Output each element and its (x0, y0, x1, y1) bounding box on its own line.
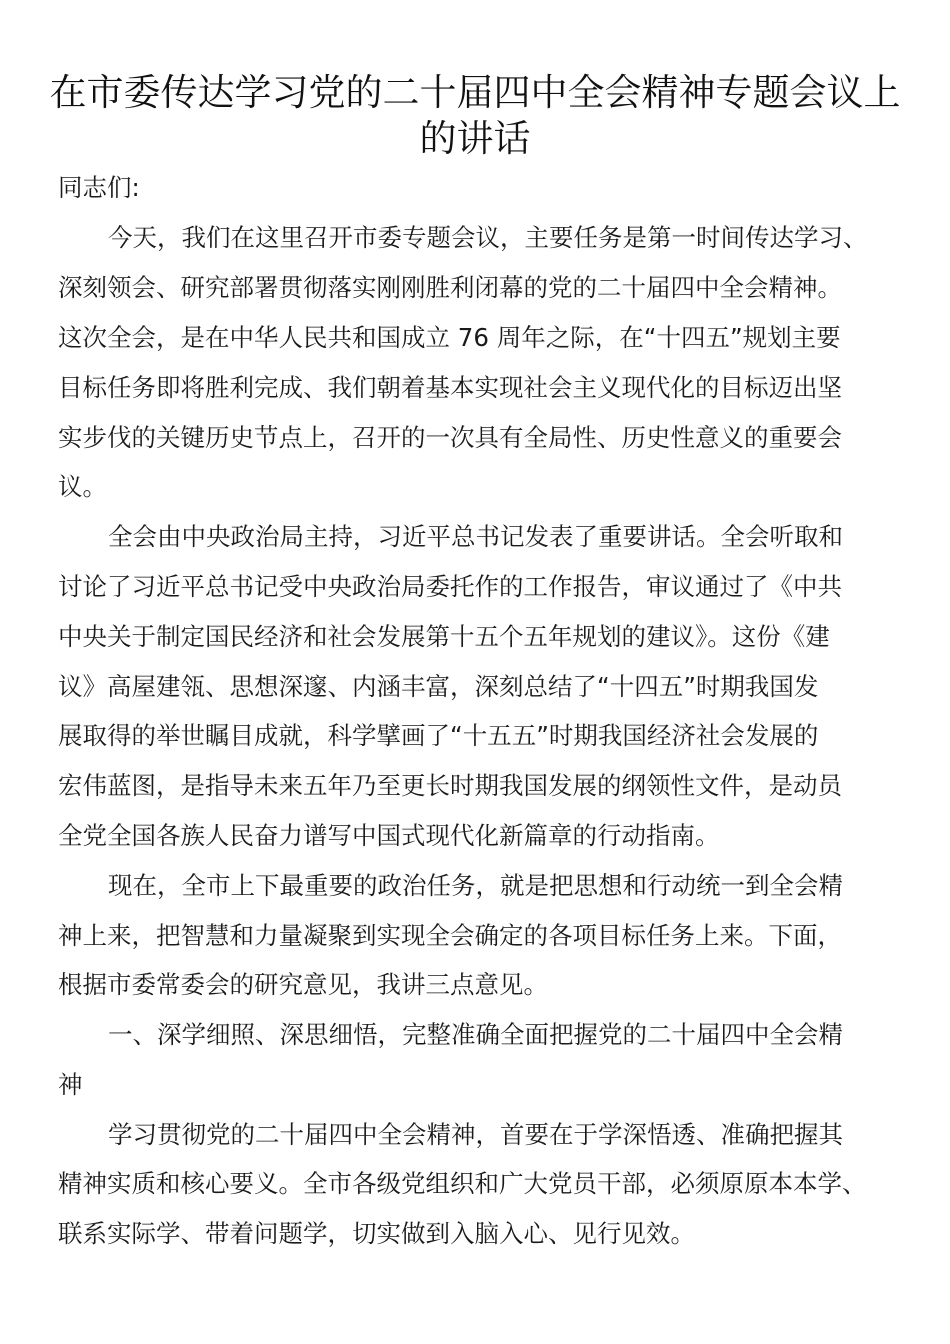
salutation: 同志们: (58, 173, 140, 202)
body-line: 精神实质和核心要义。全市各级党组织和广大党员干部，必须原原本本学、 (58, 1169, 867, 1198)
document-title-line-1: 在市委传达学习党的二十届四中全会精神专题会议上 (49, 71, 901, 114)
body-line: 深刻领会、研究部署贯彻落实刚刚胜利闭幕的党的二十届四中全会精神。 (58, 273, 842, 302)
body-line: 全会由中央政治局主持，习近平总书记发表了重要讲话。全会听取和 (108, 522, 843, 551)
document-title-line-2: 的讲话 (419, 117, 531, 160)
body-line: 宏伟蓝图，是指导未来五年乃至更长时期我国发展的纲领性文件，是动员 (58, 771, 842, 800)
body-line: 实步伐的关键历史节点上，召开的一次具有全局性、历史性意义的重要会 (58, 423, 842, 452)
body-line: 中央关于制定国民经济和社会发展第十五个五年规划的建议》。这份《建 (58, 622, 830, 651)
body-line: 现在，全市上下最重要的政治任务，就是把思想和行动统一到全会精 (108, 871, 843, 900)
body-line: 联系实际学、带着问题学，切实做到入脑入心、见行见效。 (58, 1219, 695, 1248)
body-line: 议。 (58, 472, 107, 501)
body-line: 学习贯彻党的二十届四中全会精神，首要在于学深悟透、准确把握其 (108, 1120, 843, 1149)
body-line: 根据市委常委会的研究意见，我讲三点意见。 (58, 970, 548, 999)
body-line: 展取得的举世瞩目成就，科学擘画了“十五五”时期我国经济社会发展的 (58, 721, 819, 750)
section-heading-line: 一、深学细照、深思细悟，完整准确全面把握党的二十届四中全会精 (108, 1020, 843, 1049)
body-line: 议》高屋建瓴、思想深邃、内涵丰富，深刻总结了“十四五”时期我国发 (58, 672, 819, 701)
body-line: 今天，我们在这里召开市委专题会议，主要任务是第一时间传达学习、 (108, 223, 868, 252)
body-line: 这次全会，是在中华人民共和国成立 76 周年之际，在“十四五”规划主要 (58, 323, 841, 352)
body-line: 目标任务即将胜利完成、我们朝着基本实现社会主义现代化的目标迈出坚 (58, 373, 842, 402)
body-line: 全党全国各族人民奋力谱写中国式现代化新篇章的行动指南。 (58, 821, 720, 850)
body-line: 讨论了习近平总书记受中央政治局委托作的工作报告，审议通过了《中共 (58, 572, 842, 601)
section-heading-line: 神 (58, 1070, 83, 1099)
body-line: 神上来，把智慧和力量凝聚到实现全会确定的各项目标任务上来。下面， (58, 921, 842, 950)
